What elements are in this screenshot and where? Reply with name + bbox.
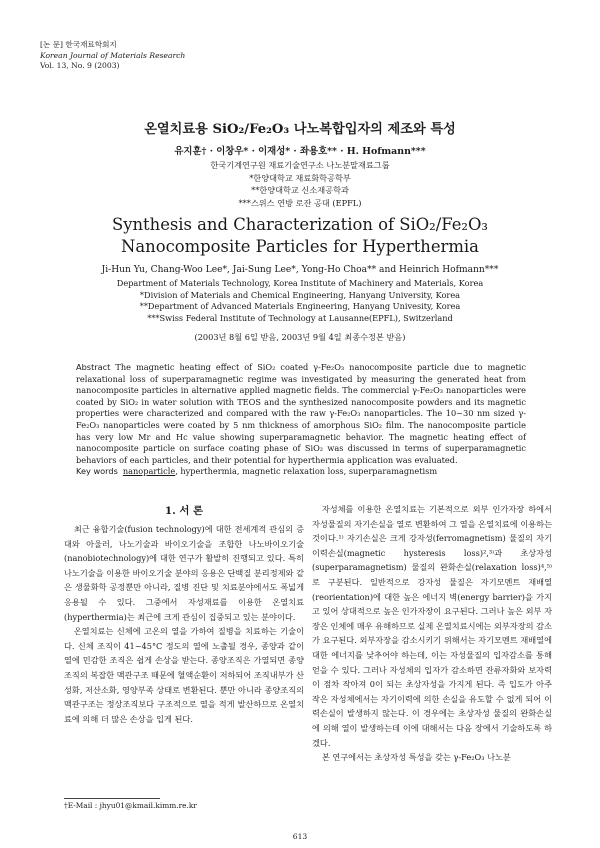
english-authors: Ji-Hun Yu, Chang-Woo Lee*, Jai-Sung Lee*, Yong-Ho Choa** and Heinrich Hofmann*** [101, 265, 499, 275]
english-title-line: Nanocomposite Particles for Hyperthermia [121, 237, 479, 256]
received-dates: (2003년 8월 6일 받음, 2003년 9월 4일 최종수정본 받음) [194, 332, 406, 342]
keyword-first: nanoparticle [122, 466, 176, 476]
korean-title: 온열치료용 SiO₂/Fe₂O₃ 나노복합입자의 제조와 특성 [144, 122, 456, 137]
page-number: 613 [292, 832, 308, 841]
journal-volume: Vol. 13, No. 9 (2003) [40, 61, 120, 70]
footnote-divider [64, 798, 160, 799]
abstract-label: Abstract [76, 362, 111, 372]
journal-english-name: Korean Journal of Materials Research [40, 50, 186, 60]
body-paragraph: 자성체를 이용한 온열치료는 기본적으로 외부 인가자장 하에서 자성물질의 자기손실을 열로 변환하여 그 열을 온열치료에 이용하는 것이다.¹⁾ 자기손실은 크게 강자성(ferromagnetism) 물질의 자기이력손실(magnetic hysteresis loss)²,³⁾과 초상자성(superparamagnetism) 물질의 완화손실(relaxation loss)⁴,⁵⁾로 구분된다. 일반적으로 강자성 물질은 자기모멘트 재배열(reorientation)에 대한 높은 에너지 벽(energy barrier)을 가지고 있어 상대적으로 높은 인가자장이 요구된다. 그러나 높은 외부 자장은 인체에 매우 유해하므로 실제 온열치료시에는 외부자장의 감소가 요구된다. 외부자장을 감소시키기 위해서는 자기모멘트 재배열에 대한 에너지를 낮추어야 하는데, 이는 자성물질의 입자감소를 통해 얻을 수 있다. 그러나 자성체의 입자가 감소하면 잔류자화와 보자력이 점차 작아져 0이 되는 초상자성을 가지게 된다. 즉 입도가 아주 작은 자성체에서는 자기이력에 의한 손실을 유도할 수 없게 되어 이력손실이 발생하지 않는다. 이 경우에는 초상자성 물질의 완화손실에 의해 열이 발생하는데 이에 대해서는 다음 장에서 기술하도록 하겠다. [312, 504, 552, 748]
left-column [64, 522, 304, 726]
korean-affiliation: 한국기계연구원 재료기술연구소 나노분말재료그룹 [210, 160, 390, 170]
body-paragraph: 본 연구에서는 초상자성 특성을 갖는 γ-Fe₂O₃ 나노분 [321, 752, 511, 763]
korean-affiliations [0, 159, 600, 209]
keywords-label: Key words [76, 466, 118, 476]
english-affiliation: **Department of Advanced Materials Engineering, Hanyang Univesity, Korea [139, 301, 461, 312]
right-column [312, 502, 552, 765]
keywords-rest: , hyperthermia, magnetic relaxation loss, superparamagnetism [175, 466, 438, 476]
korean-affiliation: ***스위스 연방 로잔 공대 (EPFL) [238, 197, 362, 208]
section-heading: 1. 서 론 [164, 505, 204, 517]
journal-header [40, 40, 185, 72]
journal-korean-name: [논 문] 한국재료학회지 [40, 40, 117, 49]
keywords [76, 466, 536, 476]
abstract-text: The magnetic heating effect of SiO₂ coated γ-Fe₂O₃ nanocomposite particle due to magnetic relaxational loss of superparamagnetic regime was investigated by measuring the generated heat from nanocomposite particles in alternative applied magnetic fields. The commercial γ-Fe₂O₃ nanoparticles were coated by SiO₂ in water solution with TEOS and the synthesized nanocomposite powders and its magnetic properties were characterized and compared with the raw γ-Fe₂O₃ nanoparticles. The 10~30 nm sized γ-Fe₂O₃ nanoparticles were coated by 5 nm thickness of amorphous SiO₂ film. The nanocomposite particle has very low Mr and Hc value showing superparamagnetic behavior. The magnetic heating effect of nanocomposite particle on surface coating phase of SiO₂ was discussed in terms of superparamagnetic behaviors of each particles, and their potential for hyperthermia application was evaluated. [76, 362, 526, 465]
korean-affiliation: **한양대학교 신소재공학과 [251, 185, 349, 196]
english-title [0, 214, 600, 258]
korean-affiliation: *한양대학교 재료화학공학부 [249, 172, 351, 183]
english-title-line: Synthesis and Characterization of SiO₂/Fe₂O₃ [112, 215, 488, 234]
abstract [76, 362, 526, 466]
english-affiliation: *Division of Materials and Chemical Engineering, Hanyang University, Korea [139, 289, 461, 300]
korean-authors: 유지훈† · 이창우* · 이재성* · 좌용호** · H. Hofmann*** [174, 146, 426, 157]
english-affiliation: Department of Materials Technology, Korea Institute of Machinery and Materials, Korea [116, 278, 484, 288]
body-paragraph: 최근 융합기술(fusion technology)에 대한 전세계적 관심의 증대와 아울러, 나노기술과 바이오기술을 조합한 나노바이오기술(nanobiotechnology)에 대한 연구가 활발히 진행되고 있다. 특히 나노기술을 이용한 바이오기술 분야의 응용은 단백질 분리정제와 같은 생물화학 공정뿐만 아니라, 질병 진단 및 치료분야에서도 폭넓게 응용될 수 있다. 그중에서 자성재료를 이용한 온열치료(hyperthermia)는 최근에 크게 관심이 집중되고 있는 분야이다. [64, 524, 304, 622]
footnote-email: †E-Mail : jhyu01@kmail.kimm.re.kr [64, 801, 197, 810]
body-paragraph: 온열치료는 신체에 고온의 열을 가하여 질병을 치료하는 기술이다. 신체 조직이 41~45°C 정도의 열에 노출될 경우, 종양과 같이 열에 민감한 조직은 쉽게 손상을 받는다. 종양조직은 가열되면 종양조직의 복잡한 맥관구조 때문에 혈액순환이 저하되어 조직내부가 산성화, 저산소화, 영양부족 상태로 변환된다. 뿐만 아니라 종양조직의 맥관구조는 정상조직보다 구조적으로 열을 적게 발산하므로 온열치료에 의해 더 많은 손상을 입게 된다. [64, 626, 304, 724]
english-affiliation: ***Swiss Federal Institute of Technology at Lausanne(EPFL), Switzerland [147, 312, 453, 323]
english-affiliations [0, 278, 600, 324]
